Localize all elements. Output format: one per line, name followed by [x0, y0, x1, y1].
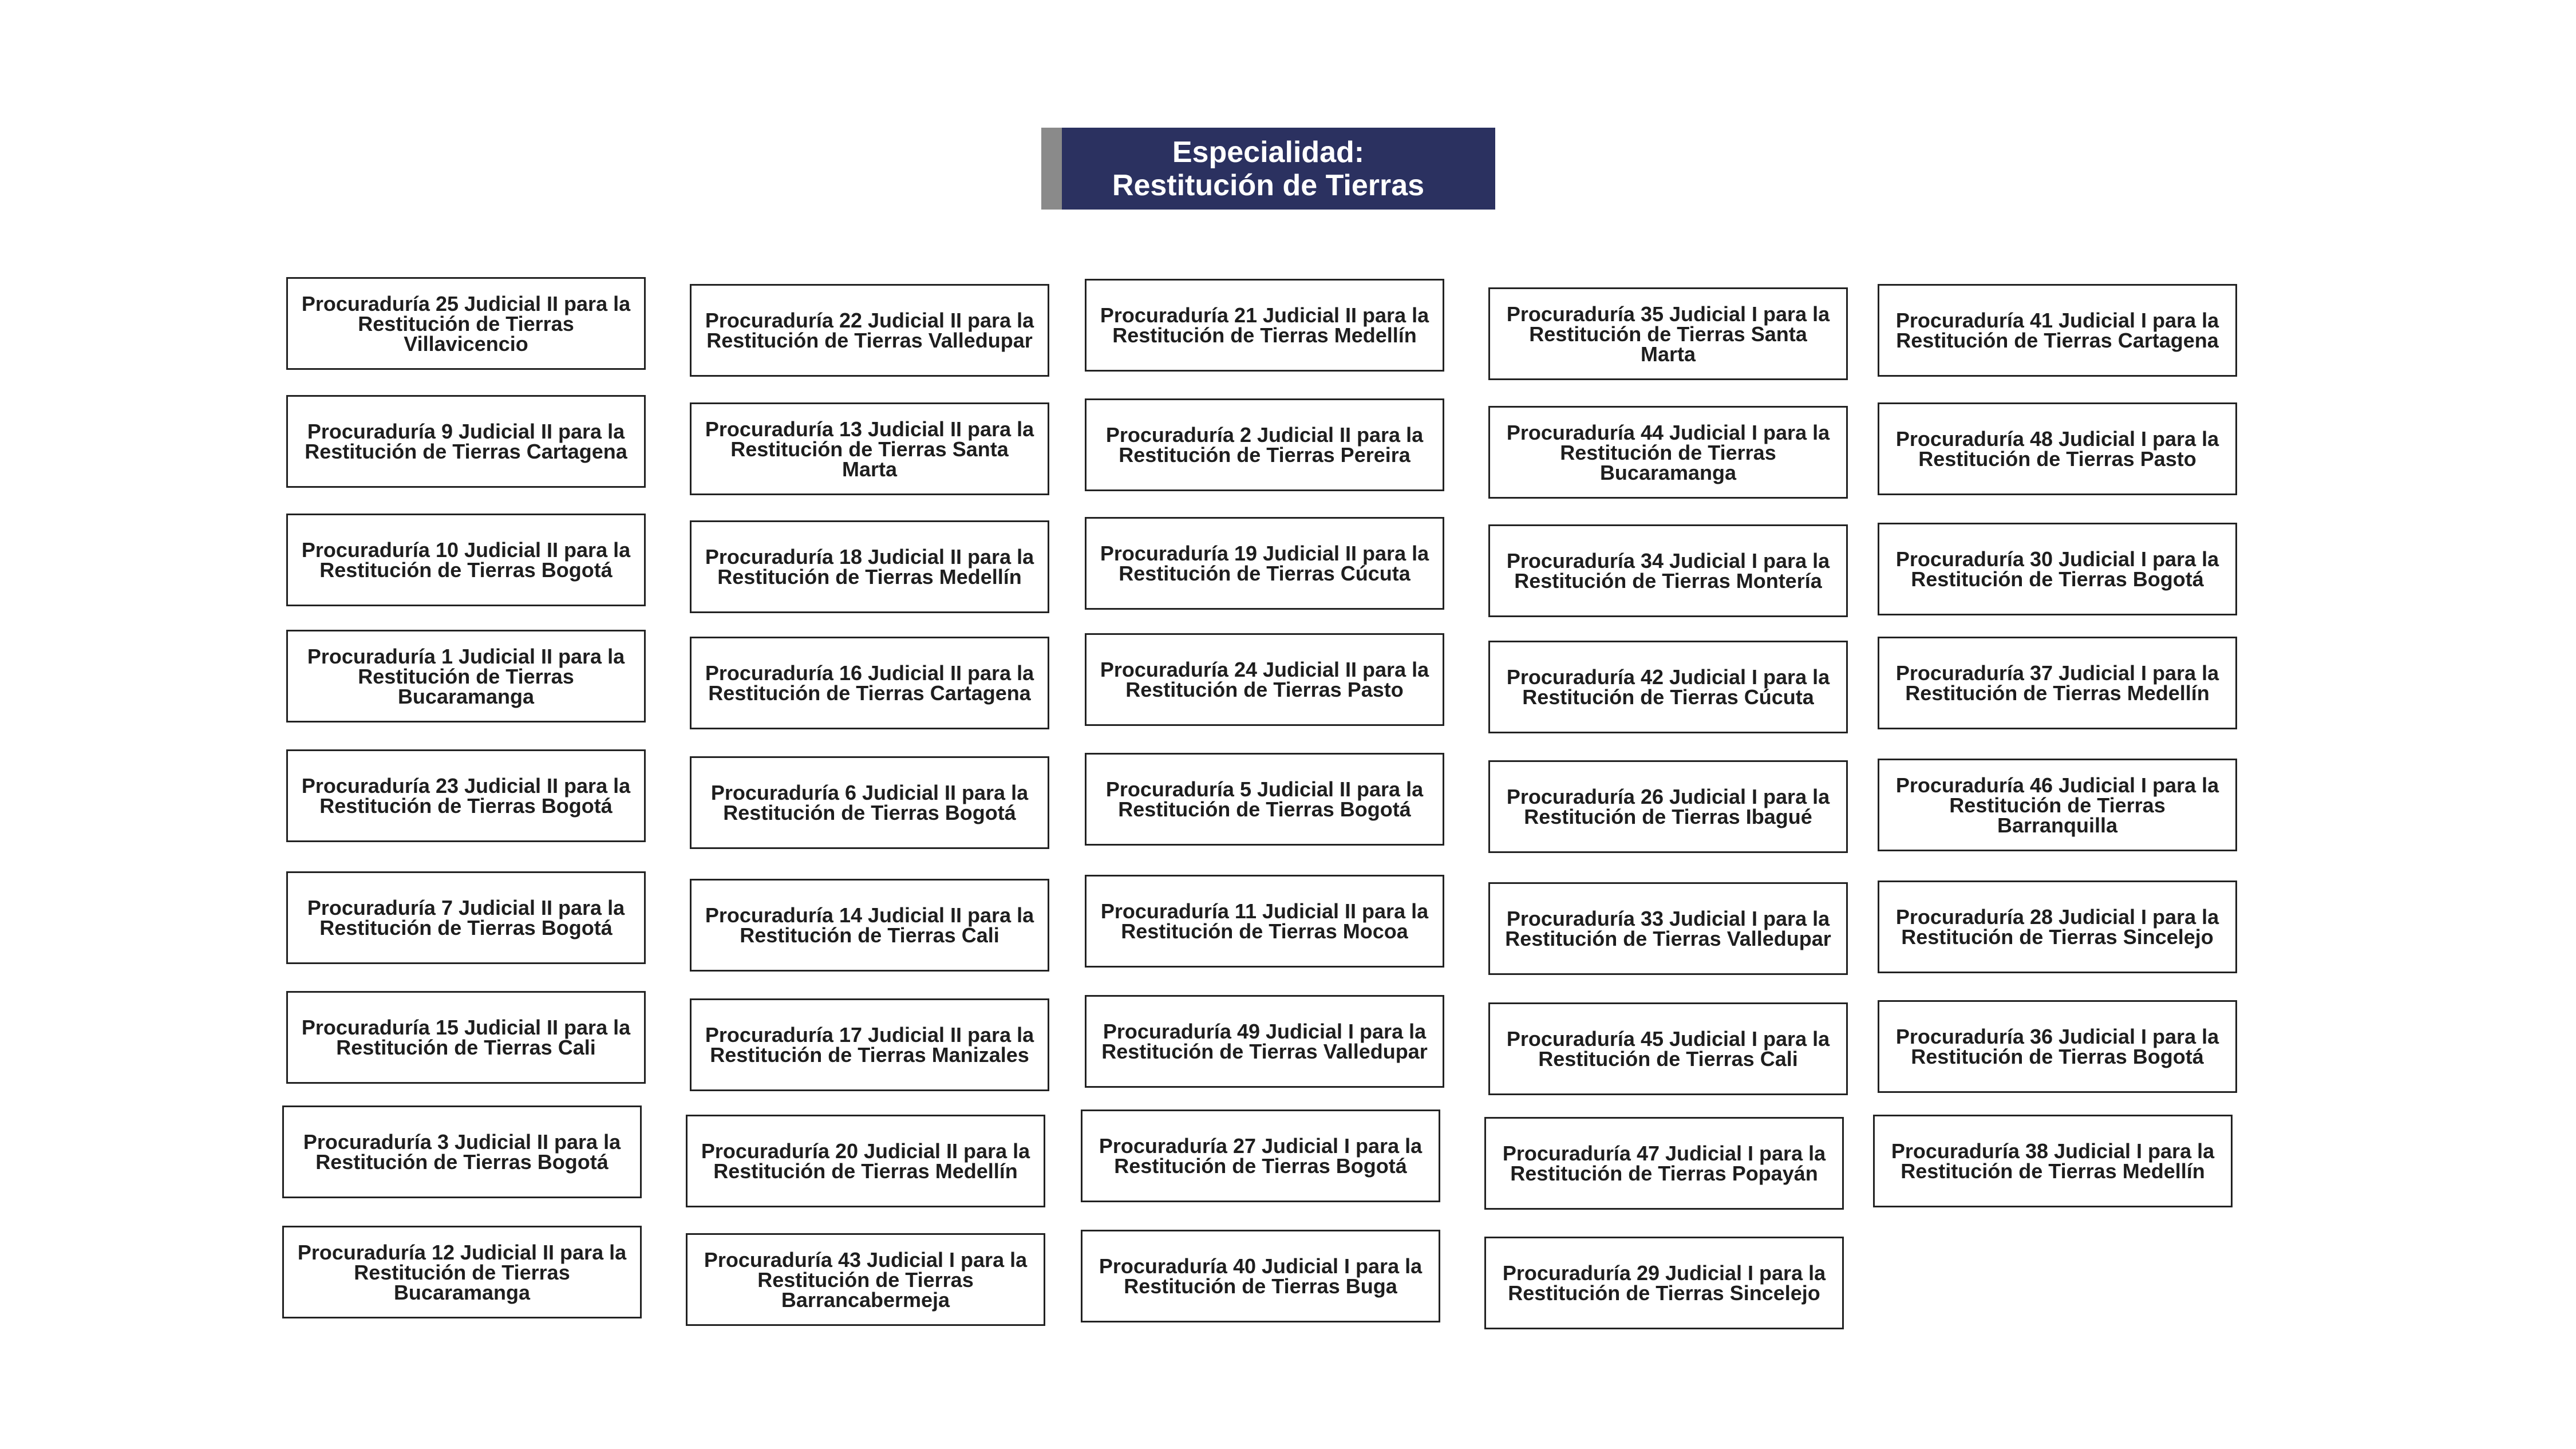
- office-box: Procuraduría 16 Judicial II para la Restitución de Tierras Cartagena: [690, 637, 1049, 729]
- office-box: Procuraduría 7 Judicial II para la Restitución de Tierras Bogotá: [286, 871, 646, 964]
- office-box: Procuraduría 17 Judicial II para la Restitución de Tierras Manizales: [690, 998, 1049, 1091]
- header-title-line1: Especialidad:: [1172, 135, 1365, 169]
- office-box: Procuraduría 49 Judicial I para la Restitución de Tierras Valledupar: [1085, 995, 1444, 1088]
- office-box: Procuraduría 41 Judicial I para la Restitución de Tierras Cartagena: [1878, 284, 2237, 377]
- office-box: Procuraduría 45 Judicial I para la Restitución de Tierras Cali: [1488, 1002, 1848, 1095]
- office-box: Procuraduría 12 Judicial II para la Restitución de Tierras Bucaramanga: [282, 1226, 642, 1318]
- office-box: Procuraduría 34 Judicial I para la Restitución de Tierras Montería: [1488, 524, 1848, 617]
- office-box: Procuraduría 1 Judicial II para la Restitución de Tierras Bucaramanga: [286, 630, 646, 722]
- office-box: Procuraduría 33 Judicial I para la Restitución de Tierras Valledupar: [1488, 882, 1848, 975]
- office-box: Procuraduría 37 Judicial I para la Restitución de Tierras Medellín: [1878, 637, 2237, 729]
- office-box: Procuraduría 27 Judicial I para la Restitución de Tierras Bogotá: [1081, 1110, 1440, 1202]
- office-box: Procuraduría 35 Judicial I para la Restitución de Tierras Santa Marta: [1488, 287, 1848, 380]
- office-box: Procuraduría 40 Judicial I para la Restitución de Tierras Buga: [1081, 1230, 1440, 1322]
- office-box: Procuraduría 14 Judicial II para la Restitución de Tierras Cali: [690, 879, 1049, 972]
- office-box: Procuraduría 13 Judicial II para la Restitución de Tierras Santa Marta: [690, 402, 1049, 495]
- office-box: Procuraduría 43 Judicial I para la Restitución de Tierras Barrancabermeja: [686, 1233, 1045, 1326]
- office-box: Procuraduría 2 Judicial II para la Restitución de Tierras Pereira: [1085, 398, 1444, 491]
- office-box: Procuraduría 46 Judicial I para la Restitución de Tierras Barranquilla: [1878, 759, 2237, 851]
- office-box: Procuraduría 3 Judicial II para la Restitución de Tierras Bogotá: [282, 1105, 642, 1198]
- header-title-line2: Restitución de Tierras: [1112, 168, 1425, 202]
- office-box: Procuraduría 9 Judicial II para la Restitución de Tierras Cartagena: [286, 395, 646, 488]
- office-box: Procuraduría 42 Judicial I para la Restitución de Tierras Cúcuta: [1488, 641, 1848, 733]
- header-accent-bar: [1041, 128, 1062, 210]
- office-box: Procuraduría 29 Judicial I para la Restitución de Tierras Sincelejo: [1484, 1237, 1844, 1329]
- office-box: Procuraduría 38 Judicial I para la Restitución de Tierras Medellín: [1873, 1115, 2233, 1207]
- office-box: Procuraduría 22 Judicial II para la Restitución de Tierras Valledupar: [690, 284, 1049, 377]
- office-box: Procuraduría 28 Judicial I para la Restitución de Tierras Sincelejo: [1878, 881, 2237, 973]
- office-box: Procuraduría 36 Judicial I para la Restitución de Tierras Bogotá: [1878, 1000, 2237, 1093]
- office-box: Procuraduría 10 Judicial II para la Restitución de Tierras Bogotá: [286, 514, 646, 606]
- office-box: Procuraduría 20 Judicial II para la Restitución de Tierras Medellín: [686, 1115, 1045, 1207]
- office-box: Procuraduría 30 Judicial I para la Restitución de Tierras Bogotá: [1878, 523, 2237, 615]
- office-box: Procuraduría 21 Judicial II para la Restitución de Tierras Medellín: [1085, 279, 1444, 372]
- office-box: Procuraduría 25 Judicial II para la Restitución de Tierras Villavicencio: [286, 277, 646, 370]
- office-box: Procuraduría 11 Judicial II para la Restitución de Tierras Mocoa: [1085, 875, 1444, 968]
- specialty-header: [1041, 128, 1495, 210]
- office-box: Procuraduría 5 Judicial II para la Restitución de Tierras Bogotá: [1085, 753, 1444, 846]
- office-box: Procuraduría 19 Judicial II para la Restitución de Tierras Cúcuta: [1085, 517, 1444, 610]
- office-box: Procuraduría 15 Judicial II para la Restitución de Tierras Cali: [286, 991, 646, 1084]
- office-box: Procuraduría 44 Judicial I para la Restitución de Tierras Bucaramanga: [1488, 406, 1848, 499]
- office-box: Procuraduría 23 Judicial II para la Restitución de Tierras Bogotá: [286, 749, 646, 842]
- office-box: Procuraduría 48 Judicial I para la Restitución de Tierras Pasto: [1878, 402, 2237, 495]
- office-box: Procuraduría 18 Judicial II para la Restitución de Tierras Medellín: [690, 520, 1049, 613]
- office-box: Procuraduría 26 Judicial I para la Restitución de Tierras Ibagué: [1488, 760, 1848, 853]
- office-box: Procuraduría 6 Judicial II para la Restitución de Tierras Bogotá: [690, 756, 1049, 849]
- office-box: Procuraduría 24 Judicial II para la Restitución de Tierras Pasto: [1085, 633, 1444, 726]
- office-box: Procuraduría 47 Judicial I para la Restitución de Tierras Popayán: [1484, 1117, 1844, 1210]
